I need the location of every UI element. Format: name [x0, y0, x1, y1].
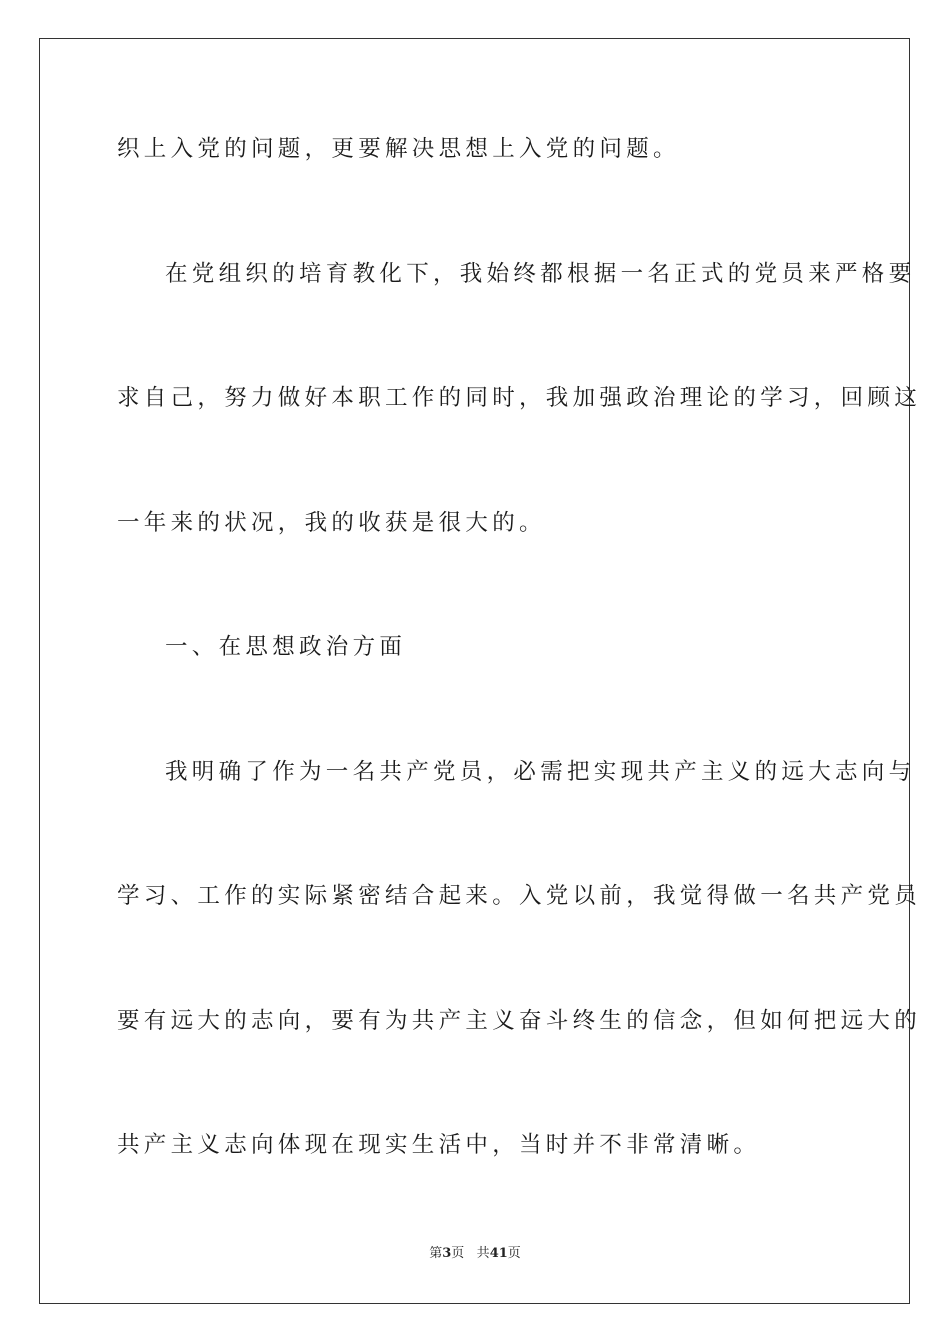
- paragraph-line: 学习、工作的实际紧密结合起来。入党以前，我觉得做一名共产党员: [117, 883, 922, 909]
- section-heading: 一、在思想政治方面: [165, 634, 407, 660]
- footer-prefix: 第: [429, 1246, 443, 1261]
- page-footer: [0, 1244, 950, 1264]
- paragraph-line: 一年来的状况，我的收获是很大的。: [117, 510, 546, 536]
- footer-page-suffix: 页: [451, 1246, 465, 1261]
- page-border: [39, 38, 922, 1304]
- footer-total-suffix: 页: [507, 1246, 521, 1261]
- paragraph-line: 求自己，努力做好本职工作的同时，我加强政治理论的学习，回顾这: [117, 385, 922, 411]
- footer-total-prefix: 共: [476, 1246, 490, 1261]
- current-page-number: 3: [442, 1246, 452, 1261]
- paragraph-line: 我明确了作为一名共产党员，必需把实现共产主义的远大志向与: [165, 759, 916, 785]
- paragraph-line: 要有远大的志向，要有为共产主义奋斗终生的信念，但如何把远大的: [117, 1008, 922, 1034]
- paragraph-line: 共产主义志向体现在现实生活中，当时并不非常清晰。: [117, 1132, 761, 1158]
- paragraph-line: 织上入党的问题，更要解决思想上入党的问题。: [117, 136, 680, 162]
- total-page-count: 41: [489, 1246, 508, 1261]
- paragraph-line: 在党组织的培育教化下，我始终都根据一名正式的党员来严格要: [165, 261, 916, 287]
